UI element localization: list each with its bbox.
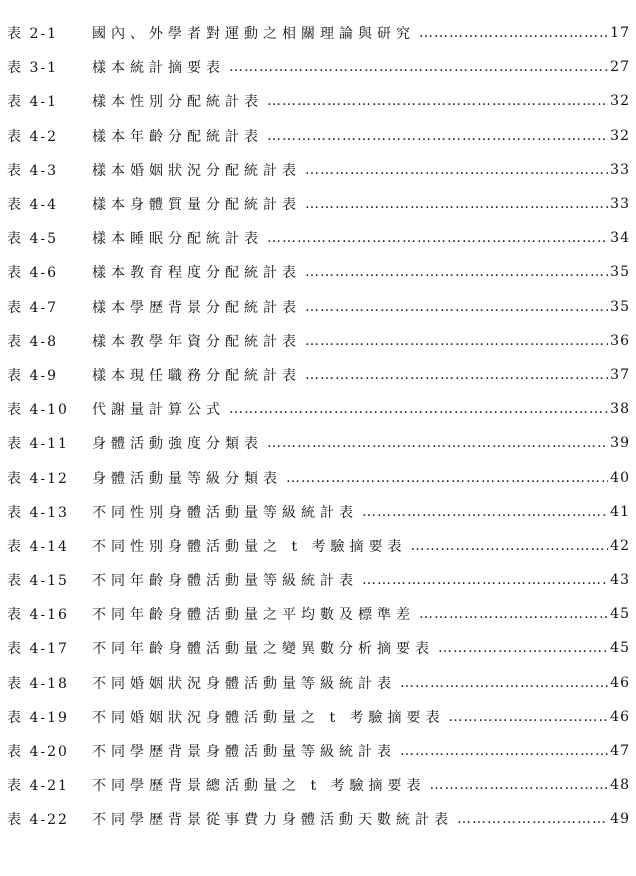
page-number: 46 (610, 674, 630, 691)
table-title: 樣本學歷背景分配統計表 (92, 299, 301, 316)
page-number: 38 (610, 401, 630, 418)
table-title: 不同學歷背景身體活動量等級統計表 (92, 744, 396, 761)
dot-leader (419, 25, 608, 41)
dot-leader (438, 640, 608, 656)
toc-row[interactable] (0, 153, 636, 187)
dot-leader (362, 572, 608, 588)
page-number: 43 (610, 572, 630, 589)
page-number: 40 (610, 469, 630, 486)
dot-leader (229, 59, 608, 75)
toc-entry (92, 468, 630, 488)
table-number: 表 4-12 (7, 470, 69, 487)
toc-row[interactable] (0, 255, 636, 289)
page-number: 41 (610, 503, 630, 520)
page-number: 35 (610, 264, 630, 281)
page-number: 46 (610, 708, 630, 725)
toc-row[interactable] (0, 802, 636, 836)
toc-entry (92, 23, 630, 43)
dot-leader (305, 162, 608, 178)
table-title: 樣本現任職務分配統計表 (92, 367, 301, 384)
toc-row[interactable] (0, 426, 636, 460)
table-title: 不同年齡身體活動量之平均數及標準差 (92, 607, 415, 624)
table-title: 樣本年齡分配統計表 (92, 128, 263, 145)
toc-entry (92, 604, 630, 624)
toc-row[interactable] (0, 50, 636, 84)
toc-entry (92, 262, 630, 282)
toc-entry (92, 365, 630, 385)
table-number: 表 4-14 (7, 538, 69, 555)
table-number: 表 4-11 (7, 436, 69, 453)
table-title: 代謝量計算公式 (92, 402, 225, 419)
table-title: 不同年齡身體活動量等級統計表 (92, 573, 358, 590)
page-number: 45 (610, 640, 630, 657)
toc-entry (92, 536, 630, 556)
toc-entry (92, 331, 630, 351)
page-number: 34 (610, 230, 630, 247)
dot-leader (229, 401, 608, 417)
toc-entry (92, 638, 630, 658)
toc-row[interactable] (0, 529, 636, 563)
toc-entry (92, 673, 630, 693)
page-number: 32 (610, 127, 630, 144)
toc-entry (92, 809, 630, 829)
toc-row[interactable] (0, 119, 636, 153)
table-title: 樣本婚姻狀況分配統計表 (92, 162, 301, 179)
toc-entry (92, 502, 630, 522)
page-number: 37 (610, 366, 630, 383)
table-title: 樣本身體質量分配統計表 (92, 197, 301, 214)
page-number: 17 (610, 25, 630, 42)
toc-entry (92, 160, 630, 180)
dot-leader (267, 128, 608, 144)
dot-leader (457, 811, 608, 827)
table-number: 表 4-4 (7, 197, 58, 214)
table-number: 表 4-17 (7, 641, 69, 658)
page-number: 33 (610, 161, 630, 178)
dot-leader (419, 606, 608, 622)
toc-entry (92, 194, 630, 214)
toc-row[interactable] (0, 734, 636, 768)
table-number: 表 4-21 (7, 778, 69, 795)
dot-leader (267, 93, 608, 109)
toc-row[interactable] (0, 358, 636, 392)
dot-leader (400, 743, 608, 759)
toc-row[interactable] (0, 631, 636, 665)
toc-row[interactable] (0, 324, 636, 358)
table-number: 表 4-2 (7, 128, 58, 145)
table-title: 不同性別身體活動量之 t 考驗摘要表 (92, 538, 407, 555)
toc-entry (92, 433, 630, 453)
table-title: 不同學歷背景總活動量之 t 考驗摘要表 (92, 778, 426, 795)
toc-row[interactable] (0, 700, 636, 734)
toc-row[interactable] (0, 460, 636, 494)
table-title: 不同婚姻狀況身體活動量之 t 考驗摘要表 (92, 709, 445, 726)
toc-row[interactable] (0, 563, 636, 597)
table-number: 表 3-1 (7, 60, 58, 77)
table-title: 樣本睡眠分配統計表 (92, 231, 263, 248)
table-number: 表 4-5 (7, 231, 58, 248)
dot-leader (305, 264, 608, 280)
page-number: 39 (610, 435, 630, 452)
page-number: 33 (610, 196, 630, 213)
toc-row[interactable] (0, 16, 636, 50)
table-title: 樣本教育程度分配統計表 (92, 265, 301, 282)
toc-entry (92, 399, 630, 419)
table-title: 樣本教學年資分配統計表 (92, 333, 301, 350)
table-number: 表 4-22 (7, 812, 69, 829)
table-title: 不同年齡身體活動量之變異數分析摘要表 (92, 641, 434, 658)
page-number: 47 (610, 743, 630, 760)
table-of-contents (0, 16, 636, 837)
page-number: 36 (610, 332, 630, 349)
dot-leader (411, 538, 609, 554)
dot-leader (430, 777, 609, 793)
toc-entry (92, 91, 630, 111)
dot-leader (362, 504, 608, 520)
page-number: 49 (610, 811, 630, 828)
dot-leader (449, 709, 609, 725)
toc-row[interactable] (0, 597, 636, 631)
table-title: 樣本統計摘要表 (92, 60, 225, 77)
page-number: 42 (610, 537, 630, 554)
table-number: 表 2-1 (7, 26, 58, 43)
table-number: 表 4-9 (7, 367, 58, 384)
page-number: 45 (610, 606, 630, 623)
table-number: 表 4-20 (7, 744, 69, 761)
toc-row[interactable] (0, 221, 636, 255)
dot-leader (400, 675, 608, 691)
dot-leader (305, 367, 608, 383)
table-title: 身體活動強度分類表 (92, 436, 263, 453)
table-title: 不同性別身體活動量等級統計表 (92, 504, 358, 521)
toc-entry (92, 297, 630, 317)
dot-leader (286, 470, 608, 486)
table-title: 不同婚姻狀況身體活動量等級統計表 (92, 675, 396, 692)
dot-leader (305, 196, 608, 212)
toc-entry (92, 126, 630, 146)
page-number: 48 (610, 777, 630, 794)
table-number: 表 4-13 (7, 504, 69, 521)
table-title: 樣本性別分配統計表 (92, 94, 263, 111)
page-number: 35 (610, 298, 630, 315)
table-number: 表 4-3 (7, 162, 58, 179)
table-title: 國內、外學者對運動之相關理論與研究 (92, 26, 415, 43)
dot-leader (305, 333, 608, 349)
toc-row[interactable] (0, 495, 636, 529)
table-title: 身體活動量等級分類表 (92, 470, 282, 487)
table-number: 表 4-8 (7, 333, 58, 350)
toc-row[interactable] (0, 290, 636, 324)
page-number: 27 (610, 59, 630, 76)
toc-row[interactable] (0, 666, 636, 700)
toc-entry (92, 228, 630, 248)
table-number: 表 4-16 (7, 607, 69, 624)
table-number: 表 4-15 (7, 573, 69, 590)
toc-entry (92, 741, 630, 761)
table-number: 表 4-7 (7, 299, 58, 316)
table-number: 表 4-6 (7, 265, 58, 282)
table-number: 表 4-18 (7, 675, 69, 692)
toc-row[interactable] (0, 768, 636, 802)
toc-entry (92, 707, 630, 727)
table-title: 不同學歷背景從事費力身體活動天數統計表 (92, 812, 453, 829)
toc-row[interactable] (0, 392, 636, 426)
dot-leader (305, 299, 608, 315)
table-number: 表 4-19 (7, 709, 69, 726)
dot-leader (267, 230, 608, 246)
toc-entry (92, 57, 630, 77)
table-number: 表 4-1 (7, 94, 58, 111)
toc-entry (92, 775, 630, 795)
page-number: 32 (610, 93, 630, 110)
toc-entry (92, 570, 630, 590)
table-number: 表 4-10 (7, 402, 69, 419)
toc-row[interactable] (0, 187, 636, 221)
toc-row[interactable] (0, 84, 636, 118)
dot-leader (267, 435, 608, 451)
